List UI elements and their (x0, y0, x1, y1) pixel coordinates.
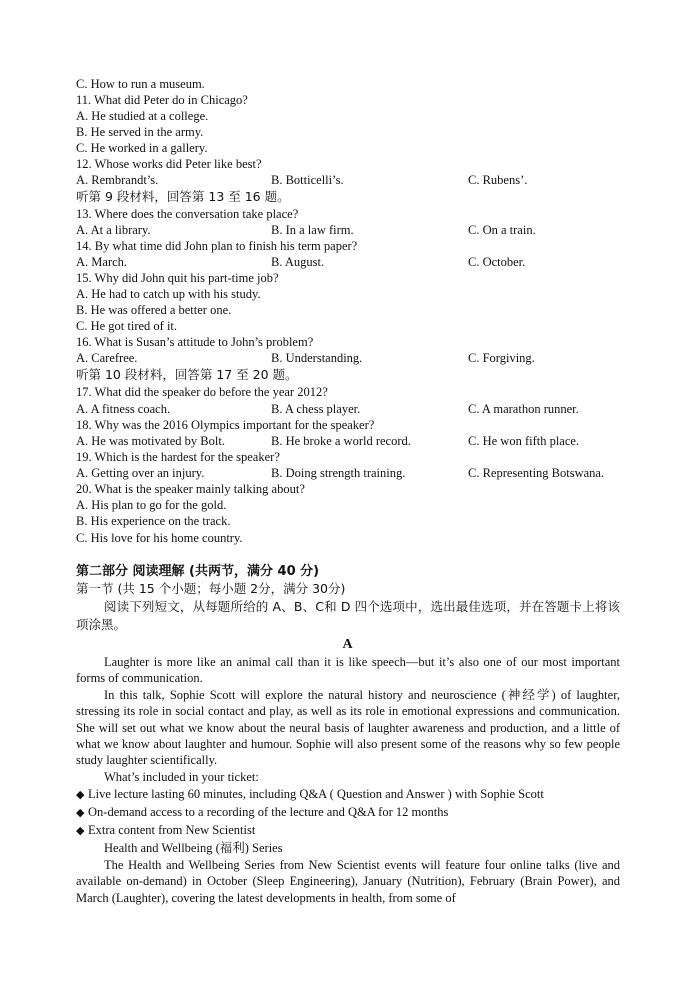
q13-options (76, 222, 636, 238)
question-20: 20. What is the speaker mainly talking about? (76, 482, 305, 496)
question-15: 15. Why did John quit his part-time job? (76, 271, 279, 285)
material-10-instruction: 听第 10 段材料，回答第 17 至 20 题。 (76, 367, 298, 382)
ticket-item-text: On-demand access to a recording of the lecture and Q&A for 12 months (88, 805, 449, 819)
question-18: 18. Why was the 2016 Olympics important for the speaker? (76, 418, 375, 432)
q18-option-b: B. He broke a world record. (271, 434, 411, 448)
q17-options (76, 401, 636, 417)
q10-option-c: C. How to run a museum. (76, 77, 205, 91)
ticket-item-text: Live lecture lasting 60 minutes, including Q&A ( Question and Answer ) with Sophie Scott (88, 787, 544, 801)
series-title: Health and Wellbeing (福利) Series (104, 841, 283, 855)
question-19: 19. Which is the hardest for the speaker? (76, 450, 280, 464)
q17-option-b: B. A chess player. (271, 402, 361, 416)
q11-option-c: C. He worked in a gallery. (76, 141, 208, 155)
q14-option-a: A. March. (76, 255, 128, 269)
q12-option-b: B. Botticelli’s. (271, 173, 344, 187)
q11-option-b: B. He served in the army. (76, 125, 204, 139)
section1-heading: 第一节 (共 15 个小题；每小题 2分，满分 30分) (76, 581, 346, 596)
diamond-bullet-icon: ◆ (76, 825, 85, 837)
q19-option-a: A. Getting over an injury. (76, 466, 205, 480)
q12-option-a: A. Rembrandt’s. (76, 173, 159, 187)
q16-option-c: C. Forgiving. (468, 351, 535, 365)
question-17: 17. What did the speaker do before the year 2012? (76, 385, 328, 399)
passage-label: A (342, 637, 353, 652)
q15-option-b: B. He was offered a better one. (76, 303, 232, 317)
q17-option-a: A. A fitness coach. (76, 402, 171, 416)
q20-option-b: B. His experience on the track. (76, 514, 231, 528)
ticket-item-2 (76, 804, 448, 821)
passage-paragraph-1: Laughter is more like an animal call than it is like speech—but it’s also one of our most important forms of communication. (76, 655, 620, 686)
q16-option-b: B. Understanding. (271, 351, 363, 365)
ticket-item-1 (76, 786, 544, 803)
q14-options (76, 254, 636, 270)
ticket-included-heading: What’s included in your ticket: (104, 770, 259, 784)
q18-options (76, 433, 636, 449)
q13-option-b: B. In a law firm. (271, 223, 354, 237)
diamond-bullet-icon: ◆ (76, 807, 85, 819)
q16-option-a: A. Carefree. (76, 351, 138, 365)
q19-option-b: B. Doing strength training. (271, 466, 406, 480)
q12-options (76, 172, 636, 188)
passage-paragraph-3: The Health and Wellbeing Series from New Scientist events will feature four online talks (live and available on-demand) in October (Sleep Engineering), January (Nutrition), February (Brain Power), and March (Laughter), covering the latest developments in health, from some of (76, 858, 620, 905)
q13-option-c: C. On a train. (468, 223, 536, 237)
q18-option-c: C. He won fifth place. (468, 434, 580, 448)
part2-heading: 第二部分 阅读理解 (共两节，满分 40 分) (76, 564, 320, 579)
question-16: 16. What is Susan’s attitude to John’s problem? (76, 335, 314, 349)
reading-instruction: 阅读下列短文，从每题所给的 A、B、C和 D 四个选项中，选出最佳选项，并在答题卡上将该项涂黑。 (76, 599, 620, 632)
q14-option-c: C. October. (468, 255, 526, 269)
q15-option-a: A. He had to catch up with his study. (76, 287, 261, 301)
q19-options (76, 465, 636, 481)
passage-paragraph-2: In this talk, Sophie Scott will explore the natural history and neuroscience (神经学) of laughter, stressing its role in social contact and play, as well as its role in emotional expressions and communication. She will set out what we know about the neural basis of laughter awareness and production, and a little of what we know about laughter and humour. Sophie will also present some of the reasons why so few people study laughter scientifically. (76, 688, 620, 768)
q14-option-b: B. August. (271, 255, 325, 269)
question-12: 12. Whose works did Peter like best? (76, 157, 262, 171)
q16-options (76, 350, 636, 366)
material-9-instruction: 听第 9 段材料，回答第 13 至 16 题。 (76, 189, 290, 204)
q11-option-a: A. He studied at a college. (76, 109, 209, 123)
diamond-bullet-icon: ◆ (76, 789, 85, 801)
q18-option-a: A. He was motivated by Bolt. (76, 434, 225, 448)
q19-option-c: C. Representing Botswana. (468, 466, 605, 480)
q20-option-c: C. His love for his home country. (76, 531, 243, 545)
question-14: 14. By what time did John plan to finish his term paper? (76, 239, 358, 253)
question-13: 13. Where does the conversation take place? (76, 207, 299, 221)
q12-option-c: C. Rubens’. (468, 173, 528, 187)
question-11: 11. What did Peter do in Chicago? (76, 93, 248, 107)
ticket-item-text: Extra content from New Scientist (88, 823, 256, 837)
q15-option-c: C. He got tired of it. (76, 319, 178, 333)
q17-option-c: C. A marathon runner. (468, 402, 579, 416)
q13-option-a: A. At a library. (76, 223, 151, 237)
ticket-item-3 (76, 822, 255, 839)
q20-option-a: A. His plan to go for the gold. (76, 498, 227, 512)
